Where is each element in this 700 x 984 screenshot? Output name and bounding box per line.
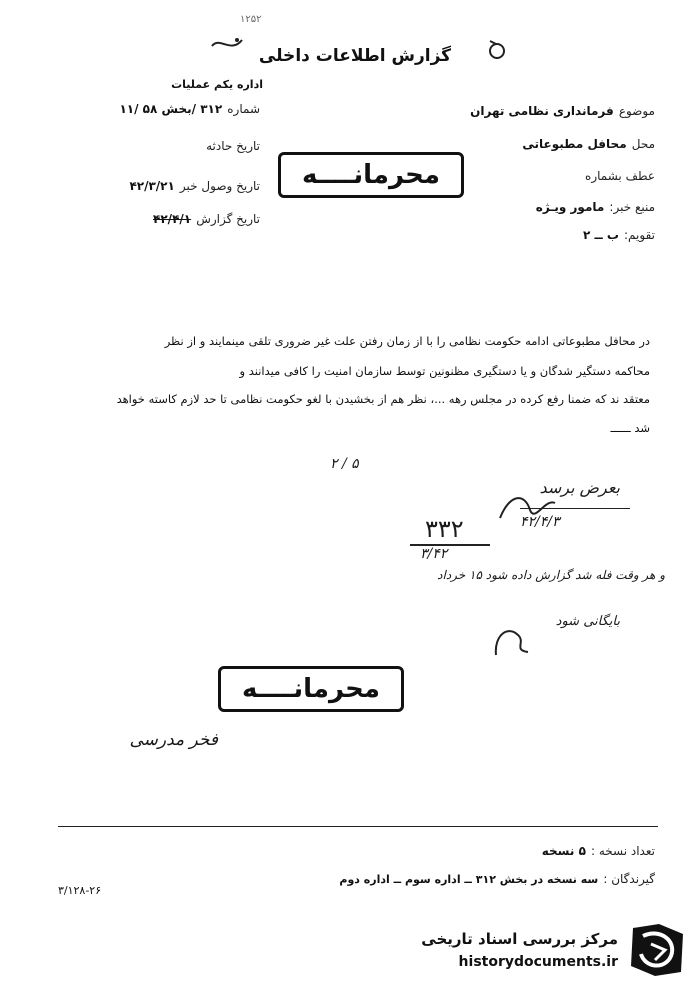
field-incident-date [60,135,260,154]
seal-mark-right [482,35,512,65]
field-source [400,196,655,215]
field-label: شماره [227,102,260,116]
body-line: شد ــــــ [610,421,650,435]
registration-number: ۳۳۲ [425,515,464,543]
field-value: ۳۱۲ /بخش ۵۸ /۱۱ [119,102,223,116]
handwritten-underline [520,508,630,509]
field-location [400,133,655,152]
field-value: ب ــ ۲ [582,228,619,242]
field-number [60,98,260,117]
field-report-date [60,208,260,227]
field-label: محل [631,137,655,151]
body-line: معتقد ند که ضمنا رفع کرده در مجلس رهه ...، نظر هم از بخشیدن با لغو حکومت نظامی تا حد لازم کاسته خواهد [116,392,650,406]
field-value: فرمانداری نظامی تهران [470,104,614,118]
seal-mark-left [207,32,247,56]
handwritten-archive-note: بایگانی شود [555,614,620,629]
body-line: در محافل مطبوعاتی ادامه حکومت نظامی را با از زمان رفتن علت غیر ضروری تلقی مینمایند و از نظر [164,334,650,348]
handwritten-mark: ۲ / ۵ [330,456,359,472]
field-value: ۴۲/۴/۱ [153,212,192,226]
archive-logo-icon [625,922,687,978]
field-rating [400,224,655,243]
registration-date: ۳/۴۲ [420,546,448,562]
field-value: ۴۲/۳/۲۱ [129,179,175,193]
field-value: محافل مطبوعاتی [522,137,627,151]
field-label: موضوع [618,104,655,118]
archive-signature [488,620,533,660]
field-label: تقویم: [624,228,655,242]
field-label: تاریخ وصول خبر [179,179,260,193]
field-label: عطف بشماره [585,169,655,183]
copies-count [400,840,655,859]
footer-divider [58,826,658,827]
handwritten-signature-name: فخر مدرسی [129,730,218,750]
field-label: منبع خبر: [609,200,655,214]
copies-value: ۵ نسخه [541,844,586,858]
recipients-value: سه نسخه در بخش ۳۱۲ ــ اداره سوم ــ اداره دوم [339,873,599,886]
archive-name: مرکز بررسی اسناد تاریخی [421,930,618,948]
handwritten-date: ۴۲/۴/۳ [520,514,560,530]
body-line: محاکمه دستگیر شدگان و یا دستگیری مظنونین توسط سازمان امنیت را کافی میدانند و [239,364,650,378]
handwritten-note: بعرض برسد [539,478,620,497]
field-label: تاریخ حادثه [206,139,260,153]
page-title: گزارش اطلاعات داخلی [258,46,452,66]
recipients [205,868,655,887]
field-receipt-date [60,175,260,194]
department-line: اداره یکم عملیات [171,78,263,91]
form-code: ۳/۱۲۸-۲۶ [58,884,102,897]
field-value: مامور ویـژه [535,200,605,214]
field-label: تاریخ گزارش [196,212,260,226]
confidential-stamp: محرمانــــه [278,152,464,198]
recipients-label: گیرندگان : [603,872,655,886]
handwritten-instruction: و هر وقت فله شد گزارش داده شود ۱۵ خرداد [437,568,665,582]
field-subject [400,100,655,119]
copies-label: تعداد نسخه : [590,844,655,858]
top-mark: ۱۲۵۲ [240,14,262,25]
archive-website: historydocuments.ir [458,954,618,970]
confidential-stamp-bottom: محرمانــــه [218,666,404,712]
